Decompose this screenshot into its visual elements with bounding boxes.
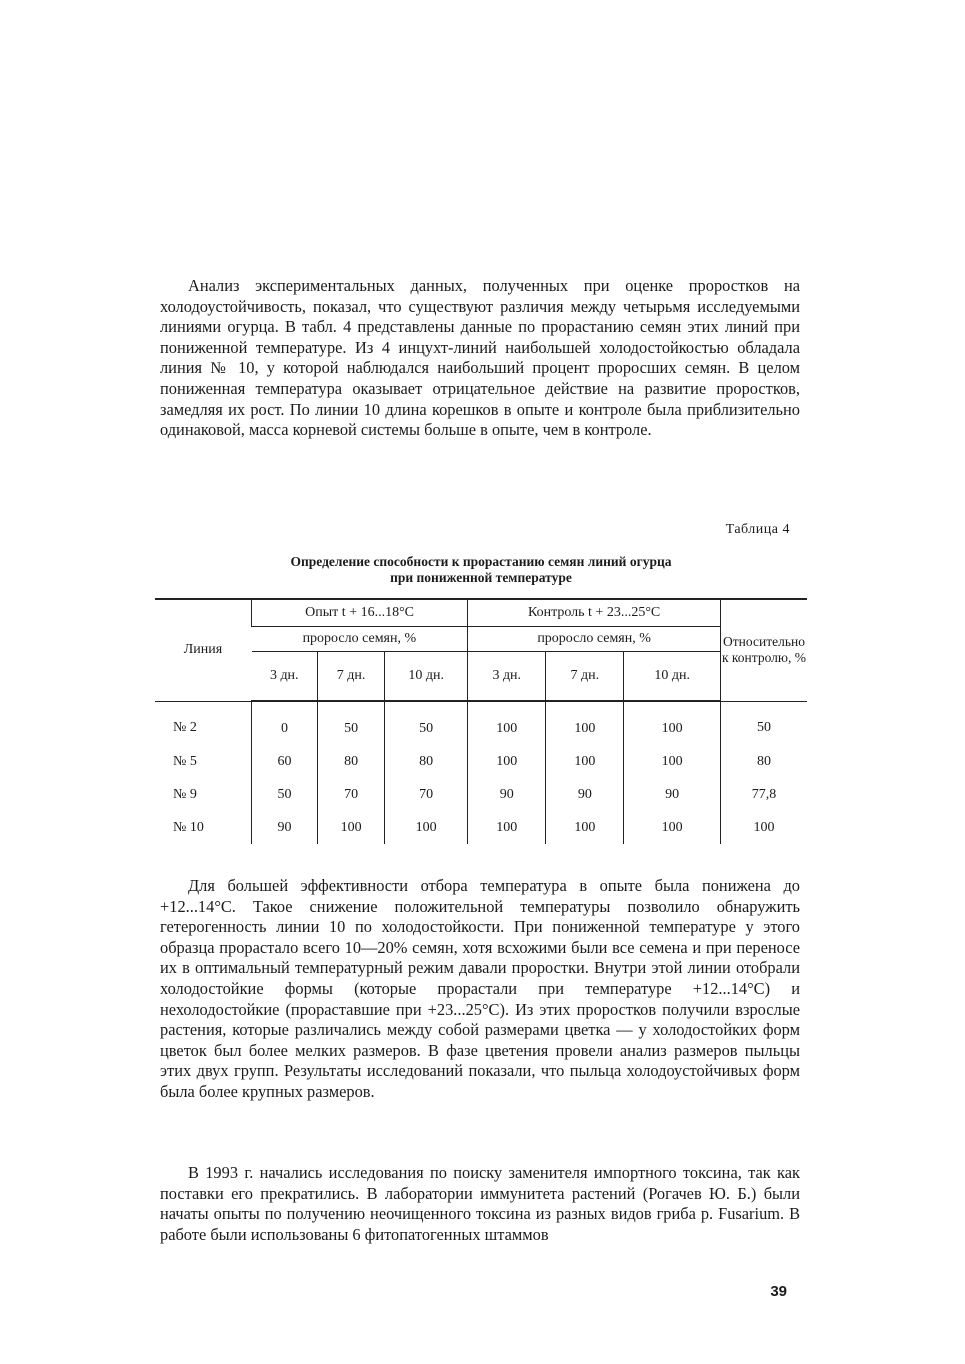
table-row xyxy=(155,778,807,811)
row-line-label: № 9 xyxy=(173,786,197,802)
header-experiment-sprouted: проросло семян, % xyxy=(252,627,468,652)
header-control-sprouted: проросло семян, % xyxy=(468,627,721,652)
cell-value: 100 xyxy=(468,745,546,778)
cell-value: 90 xyxy=(624,778,721,811)
cell-value: 50 xyxy=(252,778,318,811)
cell-value: 90 xyxy=(252,811,318,844)
paragraph-toxin: В 1993 г. начались исследования по поиску заменителя импортного токсина, так как поставки его прекратились. В лаборатории иммунитета растений (Рогачев Ю. Б.) были начаты опыты по получению неочищенного токсина из разных видов гриба p. Fusarium. В работе были использованы 6 фитопатогенных штаммов xyxy=(160,1163,800,1244)
cell-value: 100 xyxy=(318,811,385,844)
table-row xyxy=(155,811,807,844)
header-ctl-day-7: 7 дн. xyxy=(546,652,624,702)
header-control: Контроль t + 23...25°С xyxy=(468,599,721,627)
cell-value: 100 xyxy=(385,811,468,844)
paragraph-analysis: Анализ экспериментальных данных, полученных при оценке проростков на холодоустойчивость, показал, что существуют различия между четырьмя исследуемыми линиями огурца. В табл. 4 представлены данные по прорастанию семян этих линий при пониженной температуре. Из 4 инцухт-линий наибольшей холодостойкостью обладала линия № 10, у которой наблюдался наибольший процент проросших семян. В целом пониженная температура оказывает отрицательное действие на развитие проростков, замедляя их рост. По линии 10 длина корешков в опыте и контроле была приблизительно одинаковой, масса корневой системы больше в опыте, чем в контроле. xyxy=(160,276,800,440)
header-exp-day-7: 7 дн. xyxy=(318,652,385,702)
table-title xyxy=(155,554,807,586)
table-title-line-2: при пониженной температуре xyxy=(390,570,572,585)
cell-value: 100 xyxy=(546,701,624,745)
cell-value: 90 xyxy=(468,778,546,811)
cell-value: 0 xyxy=(252,701,318,745)
page-number: 39 xyxy=(770,1283,787,1300)
cell-value: 77,8 xyxy=(721,778,808,811)
cell-value: 80 xyxy=(385,745,468,778)
table-label: Таблица 4 xyxy=(725,522,790,537)
row-line-label: № 2 xyxy=(173,720,197,736)
paragraph-selection: Для большей эффективности отбора температура в опыте была понижена до +12...14°С. Такое снижение положительной температуры позволило обнаружить гетерогенность линии 10 по холодостойкости. При пониженной температуре у этого образца прорастало всего 10—20% семян, хотя всхожими были все семена и при переносе их в оптимальный температурный режим давали проростки. Внутри этой линии отобрали холодостойкие формы (которые прорастали при температуре +12...14°С) и нехолодостойкие (прораставшие при +23...25°С). Из этих проростков получили взрослые растения, которые различались между собой размерами цветка — у холодостойких форм цветок был более мелких размеров. В фазе цветения провели анализ размеров пыльцы этих двух групп. Результаты исследований показали, что пыльца холодоустойчивых форм была более крупных размеров. xyxy=(160,876,800,1101)
cell-value: 70 xyxy=(318,778,385,811)
cell-value: 100 xyxy=(721,811,808,844)
cell-value: 60 xyxy=(252,745,318,778)
cell-value: 50 xyxy=(318,701,385,745)
table-row xyxy=(155,701,807,745)
cell-value: 100 xyxy=(546,745,624,778)
cell-value: 100 xyxy=(546,811,624,844)
cell-value: 80 xyxy=(721,745,808,778)
table-row xyxy=(155,745,807,778)
header-line: Линия xyxy=(155,599,252,701)
cell-value: 50 xyxy=(721,701,808,745)
cell-value: 50 xyxy=(385,701,468,745)
header-relative: Относительно к контролю, % xyxy=(721,599,808,701)
cell-value: 100 xyxy=(624,811,721,844)
header-ctl-day-3: 3 дн. xyxy=(468,652,546,702)
header-experiment: Опыт t + 16...18°С xyxy=(252,599,468,627)
cell-value: 100 xyxy=(624,745,721,778)
cell-value: 90 xyxy=(546,778,624,811)
row-line-label: № 5 xyxy=(173,753,197,769)
cell-value: 100 xyxy=(624,701,721,745)
germination-table xyxy=(155,598,807,844)
cell-value: 100 xyxy=(468,811,546,844)
header-ctl-day-10: 10 дн. xyxy=(624,652,721,702)
row-line-label: № 10 xyxy=(173,819,204,835)
cell-value: 100 xyxy=(468,701,546,745)
header-exp-day-10: 10 дн. xyxy=(385,652,468,702)
cell-value: 80 xyxy=(318,745,385,778)
cell-value: 70 xyxy=(385,778,468,811)
table-title-line-1: Определение способности к прорастанию семян линий огурца xyxy=(290,554,672,569)
header-exp-day-3: 3 дн. xyxy=(252,652,318,702)
